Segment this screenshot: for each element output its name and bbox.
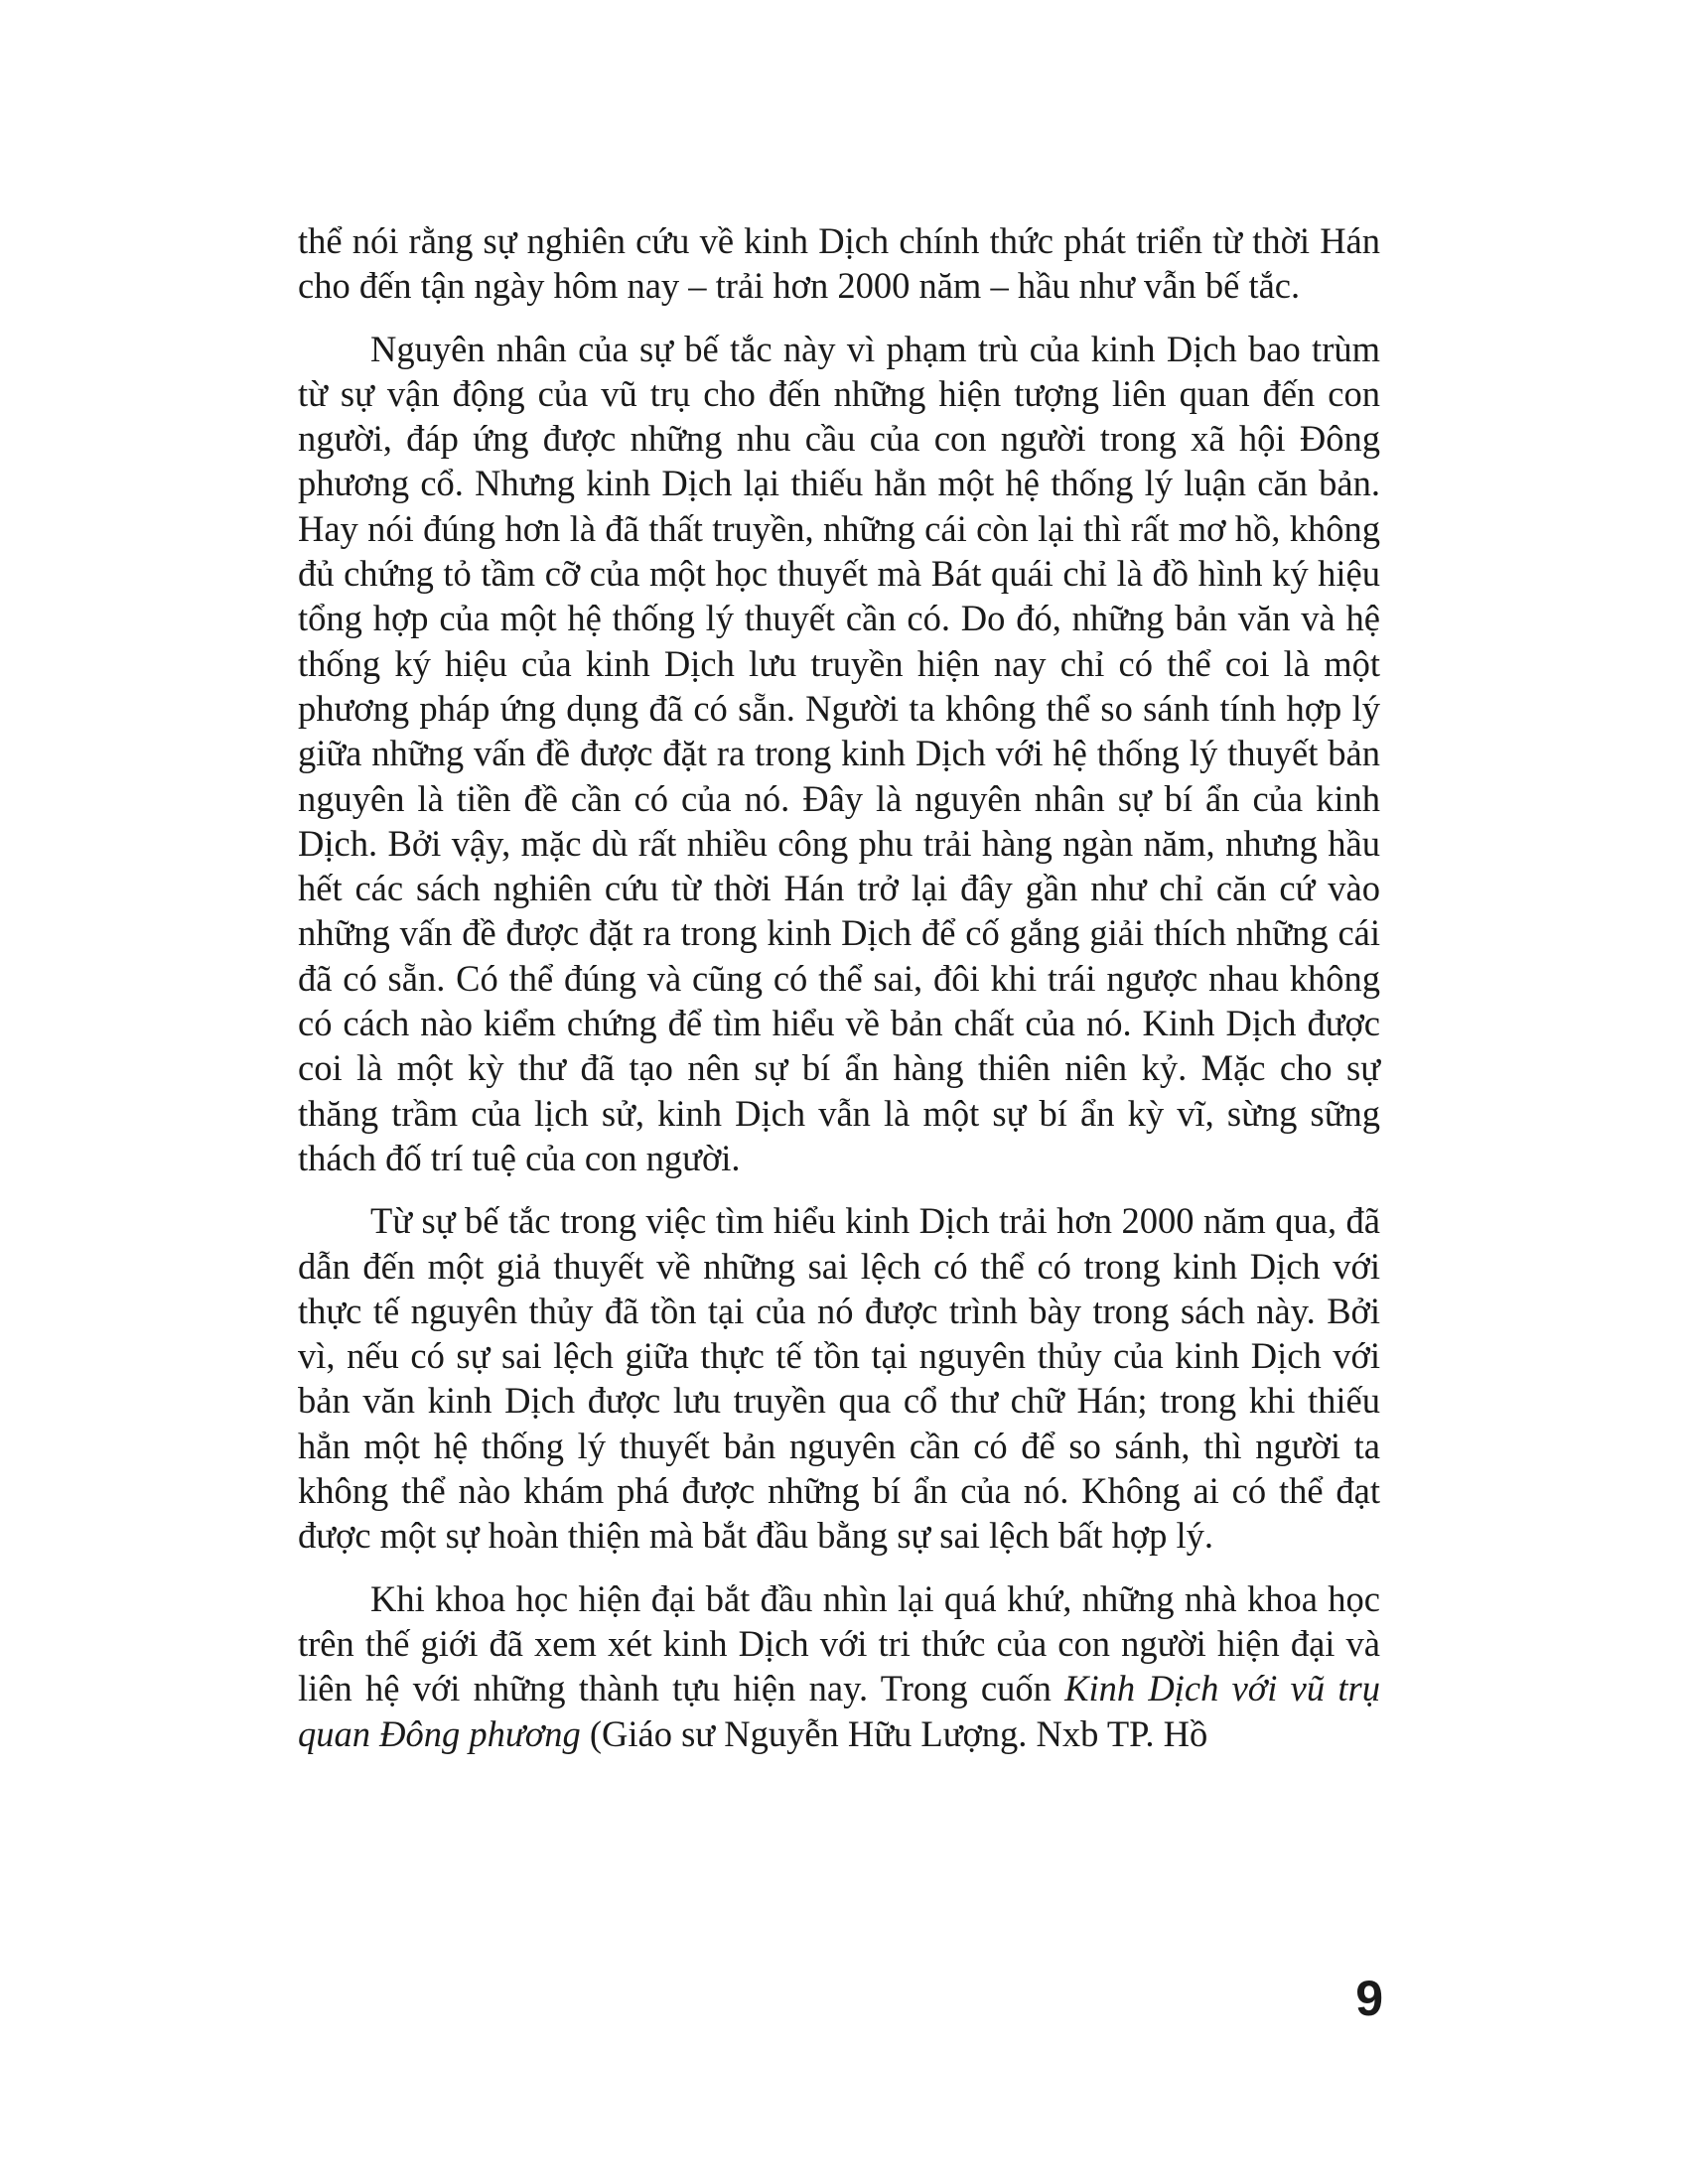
- paragraph-cause-of-impasse: Nguyên nhân của sự bế tắc này vì phạm trù của kinh Dịch bao trùm từ sự vận động của vũ trụ cho đến những hiện tượng liên quan đến con người, đáp ứng được những nhu cầu của con người trong xã hội Đông phương cổ. Nhưng kinh Dịch lại thiếu hẳn một hệ thống lý luận căn bản. Hay nói đúng hơn là đã thất truyền, những cái còn lại thì rất mơ hồ, không đủ chứng tỏ tầm cỡ của một học thuyết mà Bát quái chỉ là đồ hình ký hiệu tổng hợp của một hệ thống lý thuyết cần có. Do đó, những bản văn và hệ thống ký hiệu của kinh Dịch lưu truyền hiện nay chỉ có thể coi là một phương pháp ứng dụng đã có sẵn. Người ta không thể so sánh tính hợp lý giữa những vấn đề được đặt ra trong kinh Dịch với hệ thống lý thuyết bản nguyên là tiền đề cần có của nó. Đây là nguyên nhân sự bí ẩn của kinh Dịch. Bởi vậy, mặc dù rất nhiều công phu trải hàng ngàn năm, nhưng hầu hết các sách nghiên cứu từ thời Hán trở lại đây gần như chỉ căn cứ vào những vấn đề được đặt ra trong kinh Dịch để cố gắng giải thích những cái đã có sẵn. Có thể đúng và cũng có thể sai, đôi khi trái ngược nhau không có cách nào kiểm chứng để tìm hiểu về bản chất của nó. Kinh Dịch được coi là một kỳ thư đã tạo nên sự bí ẩn hàng thiên niên kỷ. Mặc cho sự thăng trầm của lịch sử, kinh Dịch vẫn là một sự bí ẩn kỳ vĩ, sừng sững thách đố trí tuệ của con người.: [298, 328, 1380, 1178]
- paragraph-hypothesis: Từ sự bế tắc trong việc tìm hiểu kinh Dịch trải hơn 2000 năm qua, đã dẫn đến một giả thuyết về những sai lệch có thể có trong kinh Dịch với thực tế nguyên thủy đã tồn tại của nó được trình bày trong sách này. Bởi vì, nếu có sự sai lệch giữa thực tế tồn tại nguyên thủy của kinh Dịch với bản văn kinh Dịch được lưu truyền qua cổ thư chữ Hán; trong khi thiếu hẳn một hệ thống lý thuyết bản nguyên cần có để so sánh, thì người ta không thể nào khám phá được những bí ẩn của nó. Không ai có thể đạt được một sự hoàn thiện mà bắt đầu bằng sự sai lệch bất hợp lý.: [298, 1200, 1380, 1557]
- paragraph-modern-science: [298, 1576, 1380, 1756]
- paragraph-text-before: Khi khoa học hiện đại bắt đầu nhìn lại quá khứ, những nhà khoa học trên thế giới đã xem xét kinh Dịch với tri thức của con người hiện đại và liên hệ với những thành tựu hiện nay. Trong cuốn: [298, 1577, 1380, 1709]
- book-title: Kinh Dịch với vũ trụ quan Đông phương: [298, 1668, 1380, 1754]
- page-number: 9: [1355, 1971, 1383, 2026]
- paragraph-text-after: (Giáo sư Nguyễn Hữu Lượng. Nxb TP. Hồ: [580, 1712, 1208, 1754]
- page-body: [298, 218, 1380, 1756]
- paragraph-continuation: thể nói rằng sự nghiên cứu về kinh Dịch chính thức phát triển từ thời Hán cho đến tận ngày hôm nay – trải hơn 2000 năm – hầu như vẫn bế tắc.: [298, 220, 1380, 307]
